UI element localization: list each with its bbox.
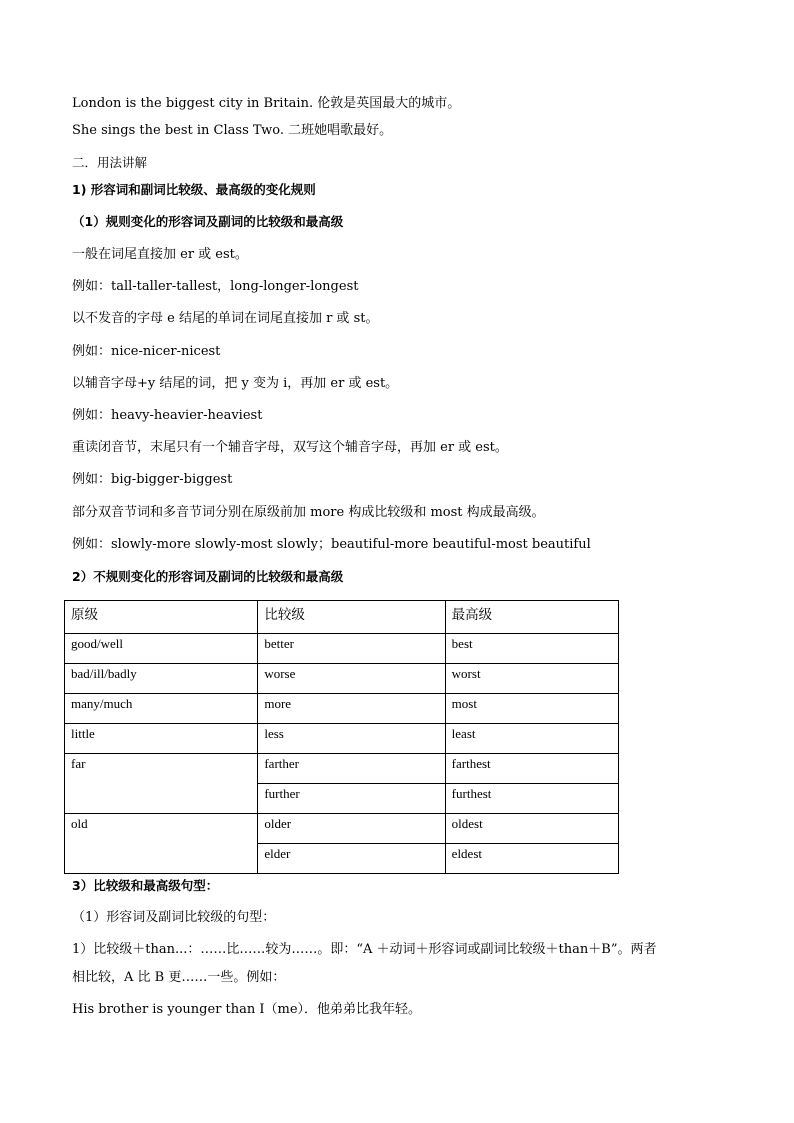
example-heavy: 例如：heavy-heavier-heaviest xyxy=(72,408,263,423)
table-row xyxy=(65,754,619,784)
table-cell: oldest xyxy=(445,814,618,844)
table-cell: little xyxy=(65,724,258,754)
table-row xyxy=(65,814,619,844)
table-cell: worse xyxy=(258,664,445,694)
table-cell: far xyxy=(65,754,258,814)
table-header-cell: 比较级 xyxy=(258,601,445,634)
heading-change-rules: 1) 形容词和副词比较级、最高级的变化规则 xyxy=(72,182,316,197)
subheading-regular-changes: （1）规则变化的形容词及副词的比较级和最高级 xyxy=(72,214,344,229)
table-cell: better xyxy=(258,634,445,664)
example-brother-younger: His brother is younger than I（me）．他弟弟比我年轻。 xyxy=(72,1002,422,1017)
table-row xyxy=(65,664,619,694)
subheading-comparative-patterns: （1）形容词及副词比较级的句型： xyxy=(72,910,276,925)
pattern-than-line1: 1）比较级＋than...：……比……较为……。即：“A ＋动词＋形容词或副词比较级＋than＋B”。两者 xyxy=(72,942,657,957)
heading-sentence-patterns: 3）比较级和最高级句型： xyxy=(72,878,219,893)
table-cell: most xyxy=(445,694,618,724)
table-cell: farthest xyxy=(445,754,618,784)
example-tall-long: 例如：tall-taller-tallest，long-longer-longest xyxy=(72,279,359,294)
pattern-than-line2: 相比较，A 比 B 更……一些。例如： xyxy=(72,970,286,985)
table-cell: old xyxy=(65,814,258,874)
table-cell: elder xyxy=(258,844,445,874)
table-cell: more xyxy=(258,694,445,724)
table-cell: farther xyxy=(258,754,445,784)
example-nice: 例如：nice-nicer-nicest xyxy=(72,344,221,359)
table-cell: worst xyxy=(445,664,618,694)
section-heading-usage: 二．用法讲解 xyxy=(72,155,148,170)
table-cell: less xyxy=(258,724,445,754)
table-row xyxy=(65,694,619,724)
irregular-comparison-table xyxy=(64,600,619,874)
table-cell: good/well xyxy=(65,634,258,664)
table-cell: furthest xyxy=(445,784,618,814)
rule-more-most: 部分双音节词和多音节词分别在原级前加 more 构成比较级和 most 构成最高级。 xyxy=(72,505,545,520)
table-cell: many/much xyxy=(65,694,258,724)
example-sentence-sings: She sings the best in Class Two. 二班她唱歌最好。 xyxy=(72,123,393,138)
table-header-cell: 原级 xyxy=(65,601,258,634)
table-row xyxy=(65,724,619,754)
table-cell: best xyxy=(445,634,618,664)
rule-consonant-y: 以辅音字母+y 结尾的词，把 y 变为 i，再加 er 或 est。 xyxy=(72,376,399,391)
rule-silent-e: 以不发音的字母 e 结尾的单词在词尾直接加 r 或 st。 xyxy=(72,311,379,326)
rule-double-consonant: 重读闭音节，末尾只有一个辅音字母，双写这个辅音字母，再加 er 或 est。 xyxy=(72,440,508,455)
table-cell: bad/ill/badly xyxy=(65,664,258,694)
example-big: 例如：big-bigger-biggest xyxy=(72,472,233,487)
example-sentence-london: London is the biggest city in Britain. 伦敦是英国最大的城市。 xyxy=(72,96,461,111)
table-cell: least xyxy=(445,724,618,754)
table-cell: further xyxy=(258,784,445,814)
table-header-row xyxy=(65,601,619,634)
rule-add-er-est: 一般在词尾直接加 er 或 est。 xyxy=(72,247,248,262)
example-slowly-beautiful: 例如：slowly-more slowly-most slowly；beautiful-more beautiful-most beautiful xyxy=(72,537,591,552)
table-cell: eldest xyxy=(445,844,618,874)
table-row xyxy=(65,634,619,664)
heading-irregular-changes: 2）不规则变化的形容词及副词的比较级和最高级 xyxy=(72,569,344,584)
table-cell: older xyxy=(258,814,445,844)
table-header-cell: 最高级 xyxy=(445,601,618,634)
